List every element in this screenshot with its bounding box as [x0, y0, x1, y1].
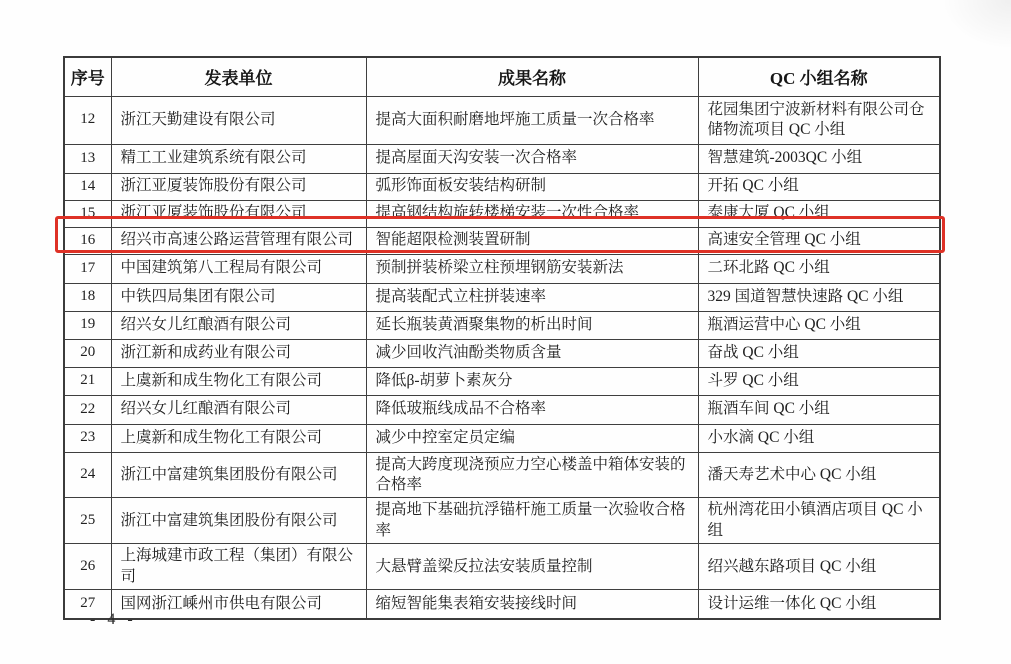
row-number-cell: 27 [64, 590, 111, 619]
qc-results-table [63, 56, 941, 620]
achievement-cell: 提高大面积耐磨地坪施工质量一次合格率 [366, 96, 698, 144]
table-row [64, 590, 940, 619]
qc-group-cell: 小水滴 QC 小组 [698, 424, 940, 452]
achievement-cell: 弧形饰面板安装结构研制 [366, 173, 698, 200]
row-number-cell: 21 [64, 367, 111, 395]
qc-group-cell: 绍兴越东路项目 QC 小组 [698, 544, 940, 590]
achievement-cell: 减少中控室定员定编 [366, 424, 698, 452]
unit-cell: 绍兴女儿红酿酒有限公司 [111, 311, 366, 339]
qc-group-cell: 设计运维一体化 QC 小组 [698, 590, 940, 619]
column-header-index: 序号 [64, 57, 111, 96]
achievement-cell: 提高地下基础抗浮锚杆施工质量一次验收合格率 [366, 498, 698, 544]
table-row [64, 254, 940, 283]
unit-cell: 绍兴女儿红酿酒有限公司 [111, 395, 366, 424]
qc-group-cell: 斗罗 QC 小组 [698, 367, 940, 395]
qc-group-cell: 奋战 QC 小组 [698, 339, 940, 367]
table-row [64, 311, 940, 339]
table-row [64, 544, 940, 590]
qc-group-cell: 二环北路 QC 小组 [698, 254, 940, 283]
unit-cell: 上虞新和成生物化工有限公司 [111, 424, 366, 452]
achievement-cell: 延长瓶装黄酒聚集物的析出时间 [366, 311, 698, 339]
qc-group-cell: 潘天寿艺术中心 QC 小组 [698, 452, 940, 498]
achievement-cell: 提高屋面天沟安装一次合格率 [366, 144, 698, 173]
qc-group-cell: 瓶酒运营中心 QC 小组 [698, 311, 940, 339]
row-number-cell: 25 [64, 498, 111, 544]
row-number-cell: 24 [64, 452, 111, 498]
unit-cell: 浙江中富建筑集团股份有限公司 [111, 452, 366, 498]
qc-group-cell: 高速安全管理 QC 小组 [698, 227, 940, 254]
row-number-cell: 16 [64, 227, 111, 254]
achievement-cell: 大悬臂盖梁反拉法安装质量控制 [366, 544, 698, 590]
table-row [64, 424, 940, 452]
achievement-cell: 智能超限检测装置研制 [366, 227, 698, 254]
unit-cell: 浙江新和成药业有限公司 [111, 339, 366, 367]
table-row [64, 367, 940, 395]
row-number-cell: 14 [64, 173, 111, 200]
table-row [64, 144, 940, 173]
unit-cell: 中铁四局集团有限公司 [111, 283, 366, 311]
table-row [64, 339, 940, 367]
unit-cell: 绍兴市高速公路运营管理有限公司 [111, 227, 366, 254]
row-number-cell: 26 [64, 544, 111, 590]
unit-cell: 浙江天勤建设有限公司 [111, 96, 366, 144]
achievement-cell: 降低β-胡萝卜素灰分 [366, 367, 698, 395]
row-number-cell: 12 [64, 96, 111, 144]
qc-group-cell: 花园集团宁波新材料有限公司仓储物流项目 QC 小组 [698, 96, 940, 144]
qc-group-cell: 杭州湾花田小镇酒店项目 QC 小组 [698, 498, 940, 544]
qc-group-cell: 329 国道智慧快速路 QC 小组 [698, 283, 940, 311]
qc-results-table-wrap [63, 56, 939, 620]
row-number-cell: 18 [64, 283, 111, 311]
unit-cell: 上虞新和成生物化工有限公司 [111, 367, 366, 395]
row-number-cell: 22 [64, 395, 111, 424]
table-row [64, 395, 940, 424]
unit-cell: 上海城建市政工程（集团）有限公司 [111, 544, 366, 590]
qc-group-cell: 瓶酒车间 QC 小组 [698, 395, 940, 424]
column-header-qc-group: QC 小组名称 [698, 57, 940, 96]
qc-group-cell: 智慧建筑-2003QC 小组 [698, 144, 940, 173]
row-number-cell: 15 [64, 200, 111, 227]
row-number-cell: 13 [64, 144, 111, 173]
column-header-unit: 发表单位 [111, 57, 366, 96]
column-header-achievement: 成果名称 [366, 57, 698, 96]
row-number-cell: 23 [64, 424, 111, 452]
table-row [64, 498, 940, 544]
achievement-cell: 预制拼装桥梁立柱预埋钢筋安装新法 [366, 254, 698, 283]
table-header-row [64, 57, 940, 96]
row-number-cell: 20 [64, 339, 111, 367]
table-row [64, 200, 940, 227]
achievement-cell: 提高装配式立柱拼装速率 [366, 283, 698, 311]
qc-group-cell: 泰康大厦 QC 小组 [698, 200, 940, 227]
table-row [64, 173, 940, 200]
qc-group-cell: 开拓 QC 小组 [698, 173, 940, 200]
page-number: - 4 - [90, 611, 137, 628]
table-row [64, 283, 940, 311]
achievement-cell: 提高钢结构旋转楼梯安装一次性合格率 [366, 200, 698, 227]
unit-cell: 中国建筑第八工程局有限公司 [111, 254, 366, 283]
unit-cell: 浙江亚厦装饰股份有限公司 [111, 200, 366, 227]
unit-cell: 精工工业建筑系统有限公司 [111, 144, 366, 173]
achievement-cell: 提高大跨度现浇预应力空心楼盖中箱体安装的合格率 [366, 452, 698, 498]
table-row [64, 96, 940, 144]
row-number-cell: 17 [64, 254, 111, 283]
table-row-highlighted [64, 227, 940, 254]
unit-cell: 浙江中富建筑集团股份有限公司 [111, 498, 366, 544]
achievement-cell: 降低玻瓶线成品不合格率 [366, 395, 698, 424]
unit-cell: 国网浙江嵊州市供电有限公司 [111, 590, 366, 619]
table-row [64, 452, 940, 498]
achievement-cell: 减少回收汽油酚类物质含量 [366, 339, 698, 367]
achievement-cell: 缩短智能集表箱安装接线时间 [366, 590, 698, 619]
unit-cell: 浙江亚厦装饰股份有限公司 [111, 173, 366, 200]
row-number-cell: 19 [64, 311, 111, 339]
